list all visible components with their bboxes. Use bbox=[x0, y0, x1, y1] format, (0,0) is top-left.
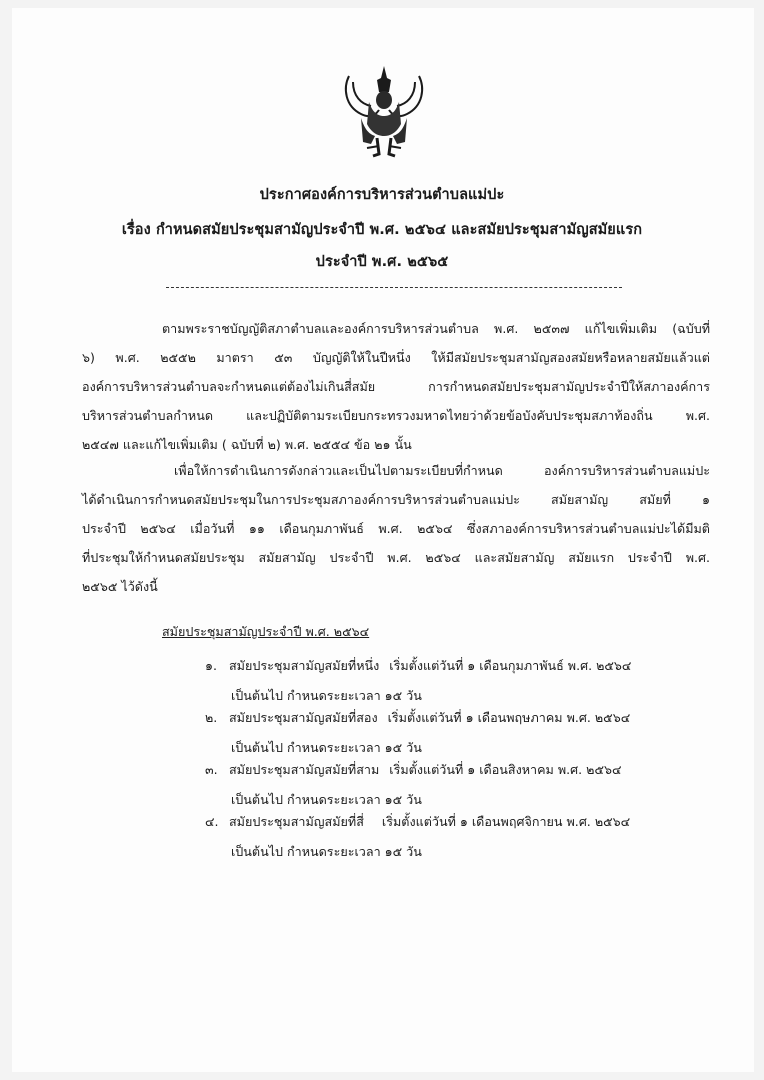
session-number: ๓. bbox=[205, 762, 218, 777]
garuda-emblem-icon bbox=[339, 58, 429, 158]
session-start: เริ่มตั้งแต่วันที่ ๑ เดือนกุมภาพันธ์ พ.ศ. ๒๕๖๔ bbox=[389, 658, 632, 673]
text-line: ได้ดำเนินการกำหนดสมัยประชุมในการประชุมสภาองค์การบริหารส่วนตำบลแม่ปะ สมัยสามัญ สมัยที่ ๑ bbox=[82, 492, 710, 507]
text-line: เพื่อให้การดำเนินการดังกล่าวและเป็นไปตามระเบียบที่กำหนด องค์การบริหารส่วนตำบลแม่ปะ bbox=[174, 463, 710, 478]
text-line: ประจำปี ๒๕๖๔ เมื่อวันที่ ๑๑ เดือนกุมภาพันธ์ พ.ศ. ๒๕๖๔ ซึ่งสภาองค์การบริหารส่วนตำบลแม่ปะได้มีมติ bbox=[82, 521, 710, 536]
announcement-subject-year: ประจำปี พ.ศ. ๒๕๖๕ bbox=[315, 254, 449, 270]
session-start: เริ่มตั้งแต่วันที่ ๑ เดือนสิงหาคม พ.ศ. ๒๕๖๔ bbox=[389, 762, 622, 777]
text-line: ที่ประชุมให้กำหนดสมัยประชุม สมัยสามัญ ประจำปี พ.ศ. ๒๕๖๔ และสมัยสามัญ สมัยแรก ประจำปี พ.ศ. bbox=[82, 550, 710, 565]
session-duration: เป็นต้นไป กำหนดระยะเวลา ๑๕ วัน bbox=[231, 740, 422, 755]
session-start: เริ่มตั้งแต่วันที่ ๑ เดือนพฤษภาคม พ.ศ. ๒๕๖๔ bbox=[387, 710, 631, 725]
text-line: ตามพระราชบัญญัติสภาตำบลและองค์การบริหารส่วนตำบล พ.ศ. ๒๕๓๗ แก้ไขเพิ่มเติม (ฉบับที่ bbox=[162, 321, 710, 336]
session-duration: เป็นต้นไป กำหนดระยะเวลา ๑๕ วัน bbox=[231, 844, 422, 859]
text-line: ๖) พ.ศ. ๒๕๕๒ มาตรา ๕๓ บัญญัติให้ในปีหนึ่ง ให้มีสมัยประชุมสามัญสองสมัยหรือหลายสมัยแล้วแต่ bbox=[82, 350, 710, 365]
text-line: ๒๕๔๗ และแก้ไขเพิ่มเติม ( ฉบับที่ ๒) พ.ศ. ๒๕๕๔ ข้อ ๒๑ นั้น bbox=[82, 437, 412, 452]
session-number: ๔. bbox=[205, 814, 219, 829]
text-line: บริหารส่วนตำบลกำหนด และปฏิบัติตามระเบียบกระทรวงมหาดไทยว่าด้วยข้อบังคับประชุมสภาท้องถิ่น พ.ศ. bbox=[82, 408, 710, 423]
session-item bbox=[205, 651, 631, 711]
session-item bbox=[205, 703, 630, 763]
section-heading: สมัยประชุมสามัญประจำปี พ.ศ. ๒๕๖๔ bbox=[162, 624, 370, 639]
text-line: องค์การบริหารส่วนตำบลจะกำหนดแต่ต้องไม่เกินสี่สมัย การกำหนดสมัยประชุมสามัญประจำปีให้สภาองค์การ bbox=[82, 379, 710, 394]
announcement-subject: เรื่อง กำหนดสมัยประชุมสามัญประจำปี พ.ศ. ๒๕๖๔ และสมัยประชุมสามัญสมัยแรก bbox=[121, 222, 643, 238]
session-name: สมัยประชุมสามัญสมัยที่สอง bbox=[229, 710, 378, 725]
session-start: เริ่มตั้งแต่วันที่ ๑ เดือนพฤศจิกายน พ.ศ. ๒๕๖๔ bbox=[381, 814, 631, 829]
session-duration: เป็นต้นไป กำหนดระยะเวลา ๑๕ วัน bbox=[231, 792, 422, 807]
session-item bbox=[205, 755, 622, 815]
session-name: สมัยประชุมสามัญสมัยที่สาม bbox=[229, 762, 380, 777]
text-line: ๒๕๖๕ ไว้ดังนี้ bbox=[82, 579, 158, 594]
session-name: สมัยประชุมสามัญสมัยที่หนึ่ง bbox=[229, 658, 380, 673]
session-number: ๑. bbox=[205, 658, 217, 673]
announcement-title: ประกาศองค์การบริหารส่วนตำบลแม่ปะ bbox=[259, 187, 505, 203]
paragraph-legal-basis bbox=[82, 314, 710, 459]
session-name: สมัยประชุมสามัญสมัยที่สี่ bbox=[229, 814, 364, 829]
session-number: ๒. bbox=[205, 710, 218, 725]
session-item bbox=[205, 807, 630, 867]
paragraph-resolution bbox=[82, 456, 710, 601]
dashed-divider bbox=[166, 287, 622, 288]
session-duration: เป็นต้นไป กำหนดระยะเวลา ๑๕ วัน bbox=[231, 688, 422, 703]
